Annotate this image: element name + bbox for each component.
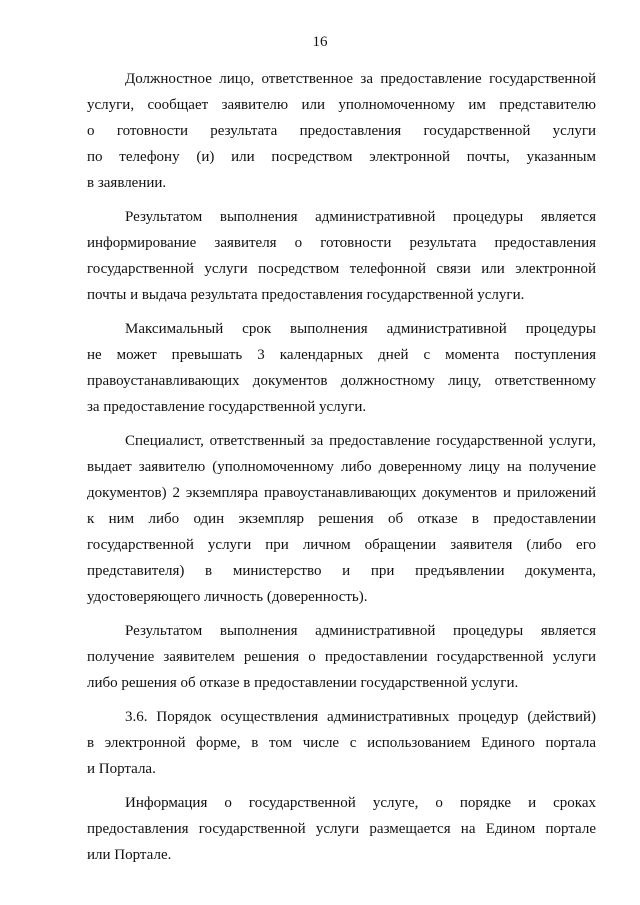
text-line: не может превышать 3 календарных дней с момента поступления <box>87 347 596 363</box>
paragraph <box>87 316 596 420</box>
text-line: Результатом выполнения административной процедуры является <box>125 623 596 639</box>
paragraph <box>87 204 596 308</box>
text-line: услуги, сообщает заявителю или уполномоченному им представителю <box>87 97 596 113</box>
text-line: государственной услуги при личном обращении заявителя (либо его <box>87 537 596 553</box>
text-line: представителя) в министерство и при предъявлении документа, <box>87 563 596 579</box>
text-line: получение заявителем решения о предоставлении государственной услуги <box>87 649 596 665</box>
text-line: государственной услуги посредством телефонной связи или электронной <box>87 261 596 277</box>
text-line: или Портале. <box>87 847 172 863</box>
text-line: к ним либо один экземпляр решения об отказе в предоставлении <box>87 511 596 527</box>
paragraph <box>87 790 596 868</box>
paragraph <box>87 66 596 196</box>
text-line: за предоставление государственной услуги. <box>87 399 367 415</box>
paragraph <box>87 704 596 782</box>
text-line: 3.6. Порядок осуществления административных процедур (действий) <box>125 709 596 725</box>
text-line: правоустанавливающих документов должностному лицу, ответственному <box>87 373 596 389</box>
page-number: 16 <box>312 34 328 50</box>
text-line: о готовности результата предоставления государственной услуги <box>87 123 596 139</box>
text-line: в заявлении. <box>87 175 167 191</box>
text-line: Специалист, ответственный за предоставление государственной услуги, <box>125 433 596 449</box>
text-line: документов) 2 экземпляра правоустанавливающих документов и приложений <box>87 485 596 501</box>
text-line: Информация о государственной услуге, о порядке и сроках <box>125 795 596 811</box>
text-line: информирование заявителя о готовности результата предоставления <box>87 235 596 251</box>
text-line: по телефону (и) или посредством электронной почты, указанным <box>87 149 596 165</box>
text-line: и Портала. <box>87 761 156 777</box>
document-body <box>87 66 596 876</box>
text-line: Результатом выполнения административной процедуры является <box>125 209 596 225</box>
text-line: в электронной форме, в том числе с использованием Единого портала <box>87 735 596 751</box>
text-line: удостоверяющего личность (доверенность). <box>87 589 368 605</box>
text-line: либо решения об отказе в предоставлении государственной услуги. <box>87 675 519 691</box>
text-line: Должностное лицо, ответственное за предоставление государственной <box>125 71 596 87</box>
text-line: почты и выдача результата предоставления государственной услуги. <box>87 287 525 303</box>
paragraph <box>87 618 596 696</box>
paragraph <box>87 428 596 610</box>
text-line: предоставления государственной услуги размещается на Едином портале <box>87 821 596 837</box>
text-line: Максимальный срок выполнения административной процедуры <box>125 321 596 337</box>
text-line: выдает заявителю (уполномоченному либо доверенному лицу на получение <box>87 459 596 475</box>
